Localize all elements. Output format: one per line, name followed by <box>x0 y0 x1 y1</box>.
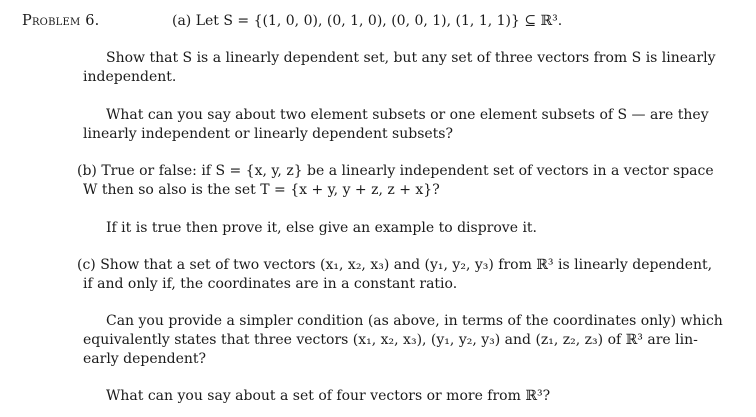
part-c-statement-line2: if and only if, the coordinates are in a constant ratio. <box>83 276 458 292</box>
part-a-para1-line2: independent. <box>83 69 177 85</box>
part-a-para1-line1: Show that S is a linearly dependent set, but any set of three vectors from S is linearly <box>106 50 716 66</box>
part-c-para1-line3: early dependent? <box>83 351 207 367</box>
part-b-statement-line1: (b) True or false: if S = {x, y, z} be a linearly independent set of vectors in a vector space <box>77 163 714 179</box>
part-a-para2-line2: linearly independent or linearly dependent subsets? <box>83 126 453 142</box>
part-c-statement-line1: (c) Show that a set of two vectors (x₁, x₂, x₃) and (y₁, y₂, y₃) from ℝ³ is linearly dependent, <box>77 257 713 273</box>
part-c-para1-line1: Can you provide a simpler condition (as above, in terms of the coordinates only) which <box>106 313 723 329</box>
part-b-para1: If it is true then prove it, else give an example to disprove it. <box>106 220 537 236</box>
problem-heading: Problem 6. <box>22 13 100 29</box>
part-c-para1-line2: equivalently states that three vectors (x₁, x₂, x₃), (y₁, y₂, y₃) and (z₁, z₂, z₃) of ℝ³ are lin- <box>83 332 698 348</box>
part-a-statement: (a) Let S = {(1, 0, 0), (0, 1, 0), (0, 0, 1), (1, 1, 1)} ⊆ ℝ³. <box>172 13 563 29</box>
part-b-statement-line2: W then so also is the set T = {x + y, y + z, z + x}? <box>83 182 440 198</box>
part-a-para2-line1: What can you say about two element subsets or one element subsets of S — are they <box>106 107 709 123</box>
part-c-para2: What can you say about a set of four vectors or more from ℝ³? <box>106 388 551 404</box>
